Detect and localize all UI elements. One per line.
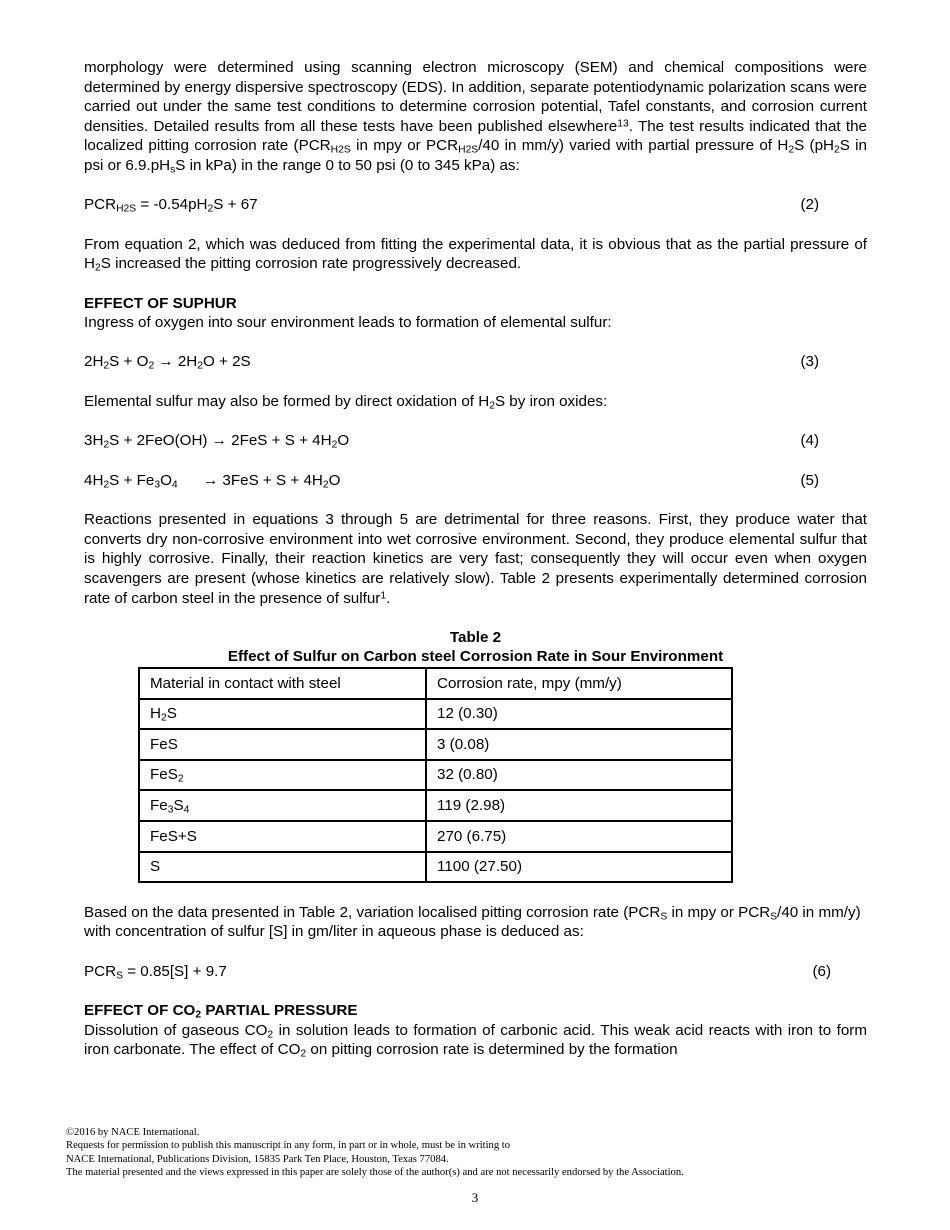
table-cell-rate: 12 (0.30) xyxy=(426,699,732,730)
table-cell-material: FeS$_2$ xyxy=(139,760,426,791)
table-cell-material: FeS+S xyxy=(139,821,426,852)
page-body xyxy=(84,58,867,1060)
table-cell-rate: 1100 (27.50) xyxy=(426,852,732,883)
footer-line: ©2016 by NACE International. xyxy=(66,1127,200,1138)
page-number: 3 xyxy=(471,1190,479,1205)
table-header-cell: Corrosion rate, mpy (mm/y) xyxy=(426,668,732,699)
paragraph-5: Based on the data presented in Table 2, variation localised pitting corrosion rate ($PCR_S$ in mpy or $PCR_S/40$ in mm/y) with concentration of sulfur [S] in gm/liter in aqueous phase is deduced as: xyxy=(84,903,861,941)
table-cell-rate: 270 (6.75) xyxy=(426,821,732,852)
table-row xyxy=(139,699,732,730)
table-cell-material: FeS xyxy=(139,729,426,760)
table-cell-rate: 119 (2.98) xyxy=(426,790,732,821)
table-cell-material: S xyxy=(139,852,426,883)
footer-line: The material presented and the views expressed in this paper are solely those of the author(s) and are not necessarily endorsed by the Association. xyxy=(66,1167,684,1179)
equation-number: (5) xyxy=(800,471,819,489)
table-label: Table 2 xyxy=(449,628,502,646)
table-header-row xyxy=(139,668,732,699)
equation-2: $PCR_{H2S} = -0.54pH_2S + 67$ (2) xyxy=(84,196,819,215)
table-cell-material: $H_2S$ xyxy=(139,699,426,730)
table-cell-rate: 3 (0.08) xyxy=(426,729,732,760)
equation-6: $PCR_S = 0.85[S] + 9.7$ (6) xyxy=(84,962,831,982)
intro-paragraph: morphology were determined using scanning electron microscopy (SEM) and chemical compositions were determined by energy dispersive spectroscopy (EDS). In addition, separate potentiodynamic polarization scans were carried out under the same test conditions to determine corrosion potential, Tafel constants, and corrosion current densities. Detailed results from all these tests have been published elsewhere$^{13}$. The test results indicated that the localized pitting corrosion rate ($PCR_{H2S}$ in mpy or $PCR_{H2S}/40$ in mm/y) varied with partial pressure of $H_2S$ ($pH_2S$ in psi or $6.9.pH_sS$ in kPa) in the range 0 to 50 psi (0 to 345 kPa) as: xyxy=(84,59,868,176)
table-row xyxy=(139,729,732,760)
table-row xyxy=(139,760,732,791)
paragraph-4: Reactions presented in equations 3 through 5 are detrimental for three reasons. First, they produce water that converts dry non-corrosive environment into wet corrosive environment. Second, they produce elemental sulfur that is highly corrosive. Finally, their reaction kinetics are very fast; consequently they will occur even when oxygen scavengers are present (whose kinetics are relatively slow). Table 2 presents experimentally determined corrosion rate of carbon steel in the presence of sulfur$^1$. xyxy=(84,511,867,607)
table-row xyxy=(139,852,732,883)
table-cell-material: $Fe_3S_4$ xyxy=(139,790,426,821)
table-row xyxy=(139,790,732,821)
copyright-footer xyxy=(66,1126,684,1180)
table-header-cell: Material in contact with steel xyxy=(139,668,426,699)
paragraph-3: Elemental sulfur may also be formed by direct oxidation of $H_2S$ by iron oxides: xyxy=(84,392,608,412)
footer-line: NACE International, Publications Division, 15835 Park Ten Place, Houston, Texas 77084. xyxy=(66,1153,449,1165)
section-heading-sulfur: EFFECT OF SUPHUR xyxy=(84,294,237,312)
co2-paragraph: Dissolution of gaseous $CO_2$ in solution leads to formation of carbonic acid. This weak acid reacts with iron to form iron carbonate. The effect of $CO_2$ on pitting corrosion rate is determined by the formation xyxy=(84,1021,867,1060)
footer-line: Requests for permission to publish this manuscript in any form, in part or in whole, must be in writing to xyxy=(66,1140,511,1152)
table-cell-rate: 32 (0.80) xyxy=(426,760,732,791)
equation-4: $3H_2S + 2FeO(OH) \to 2FeS + S + 4H_2O$ (4) xyxy=(84,432,819,451)
equation-3: $2H_2S + O_2 \to 2H_2O + 2S$ (3) xyxy=(84,353,819,372)
equation-number: (2) xyxy=(800,196,819,214)
sulfur-intro-text: Ingress of oxygen into sour environment leads to formation of elemental sulfur: xyxy=(84,314,612,332)
section-heading-co2: EFFECT OF $CO_2$ PARTIAL PRESSURE xyxy=(84,1002,358,1021)
equation-5: $4H_2S + Fe_3O_4$ → $3FeS + S + 4H_2O$ (5) xyxy=(84,471,819,491)
paragraph-2: From equation 2, which was deduced from fitting the experimental data, it is obvious that as the partial pressure of $H_2S$ increased the pitting corrosion rate progressively decreased. xyxy=(84,235,867,274)
equation-number: (3) xyxy=(800,353,819,371)
sulfur-corrosion-table xyxy=(138,667,733,883)
table-row xyxy=(139,821,732,852)
equation-number: (4) xyxy=(800,432,819,450)
equation-number: (6) xyxy=(812,962,831,980)
table-title: Effect of Sulfur on Carbon steel Corrosion Rate in Sour Environment xyxy=(227,648,724,666)
